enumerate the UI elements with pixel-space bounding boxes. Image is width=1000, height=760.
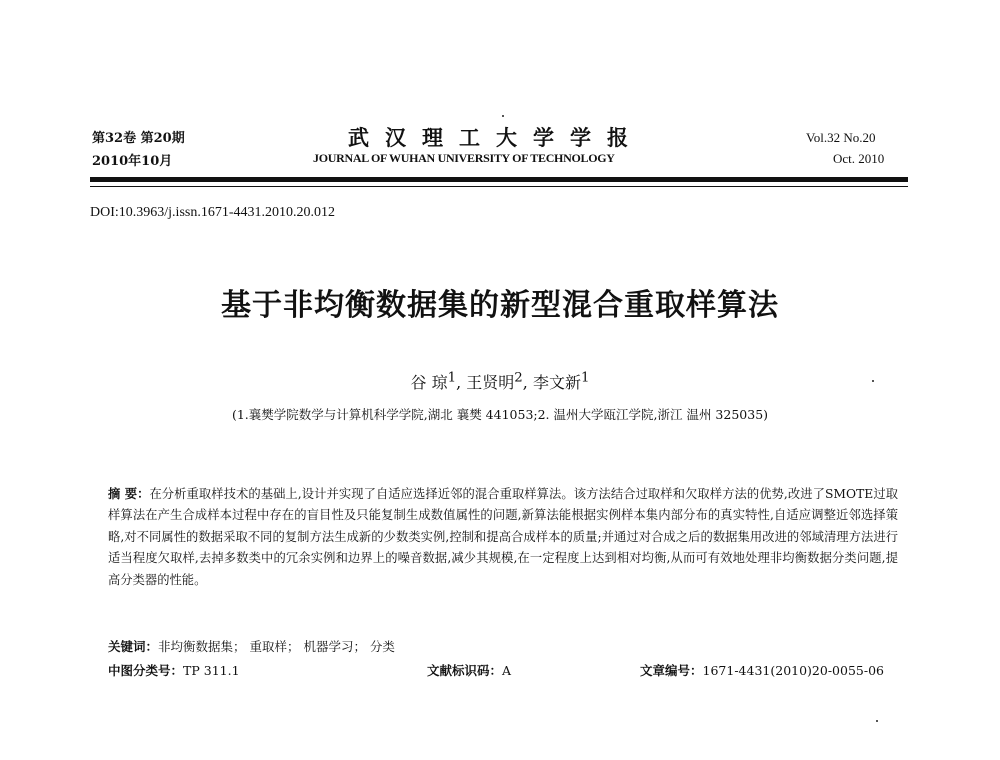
journal-title-cn: 武汉理工大学学报 (348, 125, 644, 150)
clc-label: 中图分类号： (108, 663, 184, 678)
author-affiliation-mark: 1 (580, 370, 590, 386)
date-en: Oct. 2010 (833, 151, 885, 166)
date-cn: 2010年10月 (92, 154, 173, 169)
affiliation: (1.襄樊学院数学与计算机科学学院,湖北 襄樊 441053;2. 温州大学瓯江学院,浙江 温州 325035) (231, 407, 769, 422)
document-code (427, 661, 511, 679)
author-separator: , (456, 373, 467, 392)
document-code-value: A (502, 663, 512, 678)
clc-value: TP 311.1 (183, 663, 240, 678)
keywords-text: 非均衡数据集； 重取样； 机器学习； 分类 (158, 639, 395, 654)
scan-speck (872, 380, 874, 382)
article-number-value: 1671-4431(2010)20-0055-06 (702, 663, 884, 678)
author-separator: , (522, 373, 533, 392)
keywords-label: 关键词： (108, 639, 159, 654)
author-affiliation-mark: 1 (447, 370, 457, 386)
scan-speck (876, 720, 878, 722)
author-list (0, 370, 1000, 393)
article-number (640, 661, 884, 679)
clc-number (108, 661, 240, 679)
volume-issue-en: Vol.32 No.20 (806, 130, 876, 145)
keywords (108, 637, 395, 655)
header-rule-thick (90, 177, 908, 182)
author-name: 谷 琼 (410, 373, 448, 392)
article-number-label: 文章编号： (640, 663, 703, 678)
document-code-label: 文献标识码： (427, 663, 503, 678)
abstract (108, 484, 898, 591)
author-name: 王贤明 (466, 373, 515, 392)
volume-issue-cn: 第32卷 第20期 (92, 131, 185, 146)
abstract-text: 在分析重取样技术的基础上,设计并实现了自适应选择近邻的混合重取样算法。该方法结合过取样和欠取样方法的优势,改进了SMOTE过取样算法在产生合成样本过程中存在的盲目性及只能复制生成数值属性的问题,新算法能根据实例样本集内部分布的真实特性,自适应调整近邻选择策略,对不同属性的数据采取不同的复制方法生成新的少数类实例,控制和提高合成样本的质量;并通过对合成之后的数据集用改进的邻域清理方法进行适当程度欠取样,去掉多数类中的冗余实例和边界上的噪音数据,减少其规模,在一定程度上达到相对均衡,从而可有效地处理非均衡数据分类问题,提高分类器的性能。 (108, 487, 898, 587)
journal-title-en: JOURNAL OF WUHAN UNIVERSITY OF TECHNOLOGY (313, 151, 615, 165)
author-name: 李文新 (532, 373, 581, 392)
paper-title: 基于非均衡数据集的新型混合重取样算法 (221, 288, 779, 323)
abstract-label: 摘 要： (108, 487, 150, 501)
author-affiliation-mark: 2 (514, 370, 523, 386)
scan-speck (502, 115, 504, 117)
header-rule-thin (90, 186, 908, 187)
doi: DOI:10.3963/j.issn.1671-4431.2010.20.012 (90, 205, 335, 220)
